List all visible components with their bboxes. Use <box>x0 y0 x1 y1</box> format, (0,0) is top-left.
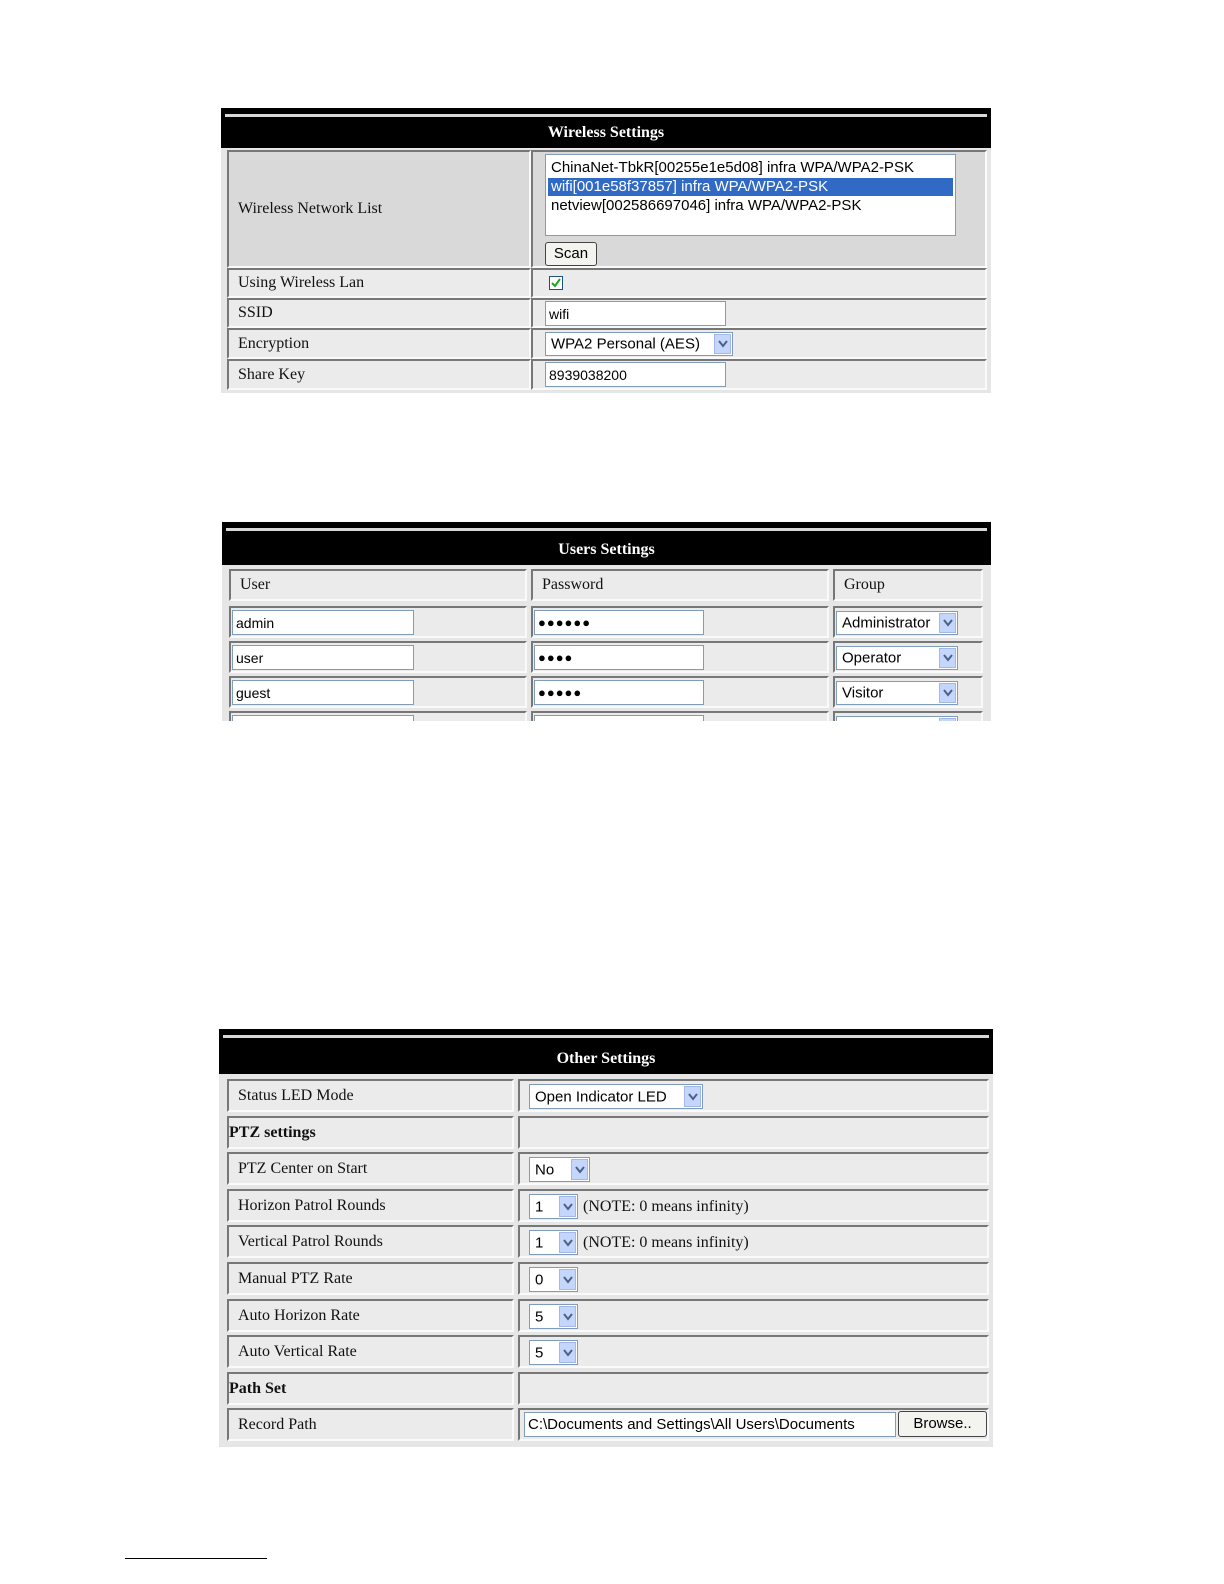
password-input[interactable] <box>534 715 704 721</box>
network-list-cell <box>531 150 987 268</box>
ptz-center-value-cell <box>518 1152 989 1185</box>
encryption-value: WPA2 Personal (AES) <box>551 335 700 353</box>
chevron-down-icon[interactable] <box>939 718 956 721</box>
wireless-settings-header <box>221 108 991 148</box>
network-listbox[interactable] <box>545 154 956 236</box>
vertical-patrol-note: (NOTE: 0 means infinity) <box>583 1234 749 1251</box>
horizon-patrol-value-cell <box>518 1189 989 1222</box>
group-column-header <box>833 569 983 601</box>
browse-button[interactable]: Browse.. <box>898 1411 987 1437</box>
network-option[interactable]: netview[002586697046] infra WPA/WPA2-PSK <box>551 197 862 214</box>
ssid-label: SSID <box>238 304 273 321</box>
group-select[interactable] <box>836 611 958 635</box>
auto-horizon-select[interactable] <box>529 1304 578 1329</box>
group-select[interactable] <box>836 681 958 705</box>
vertical-patrol-value-cell <box>518 1225 989 1258</box>
ptz-center-value: No <box>535 1161 555 1178</box>
path-section-empty-cell <box>518 1372 989 1405</box>
horizon-patrol-note: (NOTE: 0 means infinity) <box>583 1198 749 1215</box>
record-path-input[interactable]: C:\Documents and Settings\All Users\Documents <box>524 1412 896 1437</box>
status-led-value-cell <box>518 1079 989 1112</box>
auto-horizon-label: Auto Horizon Rate <box>238 1306 360 1324</box>
status-led-select[interactable] <box>529 1084 703 1109</box>
user-input[interactable]: user <box>232 645 414 670</box>
network-option-selected[interactable]: wifi[001e58f37857] infra WPA/WPA2-PSK <box>548 178 953 196</box>
encryption-label: Encryption <box>238 334 310 352</box>
manual-rate-label-cell <box>227 1262 514 1295</box>
auto-horizon-label-cell <box>227 1299 514 1332</box>
ptz-center-select[interactable] <box>529 1157 590 1182</box>
footnote-divider <box>125 1558 267 1559</box>
auto-horizon-value-cell <box>518 1299 989 1332</box>
chevron-down-icon[interactable] <box>939 648 956 668</box>
ptz-section-empty-cell <box>518 1116 989 1149</box>
chevron-down-icon[interactable] <box>571 1159 588 1180</box>
password-header-label: Password <box>542 576 604 593</box>
record-path-label-cell <box>227 1408 514 1441</box>
manual-rate-label: Manual PTZ Rate <box>238 1269 353 1287</box>
status-led-label: Status LED Mode <box>238 1086 354 1104</box>
group-cell <box>833 606 983 638</box>
share-key-label-cell <box>227 359 531 390</box>
user-cell <box>229 711 527 721</box>
group-select[interactable] <box>836 646 958 670</box>
group-cell <box>833 641 983 673</box>
encryption-select[interactable] <box>545 332 733 356</box>
password-input[interactable]: ●●●●● <box>534 680 704 705</box>
using-wireless-label: Using Wireless Lan <box>238 274 365 291</box>
ssid-label-cell <box>227 298 531 328</box>
chevron-down-icon[interactable] <box>559 1306 576 1327</box>
group-value: Visitor <box>842 684 884 702</box>
horizon-patrol-label-cell <box>227 1189 514 1222</box>
ptz-section-heading: PTZ settings <box>229 1123 316 1141</box>
share-key-label: Share Key <box>238 365 306 383</box>
ptz-section-cell <box>227 1116 514 1149</box>
chevron-down-icon[interactable] <box>559 1342 576 1363</box>
other-settings-header <box>219 1029 993 1074</box>
user-cell <box>229 676 527 708</box>
user-input[interactable] <box>232 715 414 721</box>
users-settings-header <box>222 522 991 565</box>
encryption-label-cell <box>227 328 531 359</box>
password-cell <box>531 641 829 673</box>
manual-rate-value: 0 <box>535 1271 544 1288</box>
other-settings-title: Other Settings <box>556 1050 656 1067</box>
scan-button[interactable]: Scan <box>545 242 597 266</box>
vertical-patrol-value: 1 <box>535 1234 544 1251</box>
password-cell <box>531 676 829 708</box>
status-led-label-cell <box>227 1079 514 1112</box>
group-header-label: Group <box>844 576 885 593</box>
wireless-settings-title: Wireless Settings <box>547 124 665 141</box>
auto-vertical-label: Auto Vertical Rate <box>238 1342 357 1360</box>
horizon-patrol-select[interactable] <box>529 1194 578 1219</box>
horizon-patrol-value: 1 <box>535 1198 544 1215</box>
other-settings-panel <box>219 1029 993 1447</box>
network-list-label: Wireless Network List <box>238 200 383 217</box>
ssid-value-cell <box>531 298 987 328</box>
user-input[interactable]: guest <box>232 680 414 705</box>
share-key-input[interactable]: 8939038200 <box>545 362 726 387</box>
auto-vertical-select[interactable] <box>529 1340 578 1365</box>
path-section-heading: Path Set <box>229 1379 287 1397</box>
using-wireless-label-cell <box>227 268 531 298</box>
share-key-value-cell <box>531 359 987 390</box>
chevron-down-icon[interactable] <box>939 613 956 633</box>
group-value: Administrator <box>842 614 931 632</box>
ptz-center-label: PTZ Center on Start <box>238 1159 368 1177</box>
status-led-value: Open Indicator LED <box>535 1088 667 1105</box>
group-select[interactable] <box>836 716 958 721</box>
manual-rate-select[interactable] <box>529 1267 578 1292</box>
record-path-label: Record Path <box>238 1415 317 1433</box>
chevron-down-icon[interactable] <box>939 683 956 703</box>
password-cell <box>531 606 829 638</box>
password-cell <box>531 711 829 721</box>
vertical-patrol-label-cell <box>227 1225 514 1258</box>
users-settings-title: Users Settings <box>558 541 655 558</box>
vertical-patrol-label: Vertical Patrol Rounds <box>238 1232 383 1250</box>
user-header-label: User <box>240 576 271 593</box>
manual-rate-value-cell <box>518 1262 989 1295</box>
chevron-down-icon[interactable] <box>559 1269 576 1290</box>
ssid-input[interactable]: wifi <box>545 301 726 326</box>
encryption-value-cell <box>531 328 987 359</box>
auto-horizon-value: 5 <box>535 1308 544 1325</box>
ptz-center-label-cell <box>227 1152 514 1185</box>
check-icon <box>550 277 562 289</box>
using-wireless-checkbox[interactable] <box>549 276 563 290</box>
network-list-label-cell <box>227 150 531 268</box>
chevron-down-icon[interactable] <box>559 1232 576 1253</box>
record-path-value-cell <box>518 1408 989 1441</box>
auto-vertical-value: 5 <box>535 1344 544 1361</box>
vertical-patrol-select[interactable] <box>529 1230 578 1255</box>
user-cell <box>229 641 527 673</box>
users-settings-panel <box>222 522 991 721</box>
password-column-header <box>531 569 829 601</box>
group-value: Operator <box>842 649 902 667</box>
chevron-down-icon[interactable] <box>714 334 731 354</box>
user-cell <box>229 606 527 638</box>
user-input[interactable]: admin <box>232 610 414 635</box>
path-section-cell <box>227 1372 514 1405</box>
user-column-header <box>229 569 527 601</box>
password-input[interactable]: ●●●●●● <box>534 610 704 635</box>
auto-vertical-label-cell <box>227 1335 514 1368</box>
wireless-settings-panel <box>221 108 991 393</box>
password-input[interactable]: ●●●● <box>534 645 704 670</box>
auto-vertical-value-cell <box>518 1335 989 1368</box>
network-option[interactable]: ChinaNet-TbkR[00255e1e5d08] infra WPA/WPA2-PSK <box>551 159 914 176</box>
group-cell <box>833 711 983 721</box>
group-cell <box>833 676 983 708</box>
chevron-down-icon[interactable] <box>684 1086 701 1107</box>
chevron-down-icon[interactable] <box>559 1196 576 1217</box>
horizon-patrol-label: Horizon Patrol Rounds <box>238 1196 386 1214</box>
using-wireless-value-cell <box>531 268 987 298</box>
